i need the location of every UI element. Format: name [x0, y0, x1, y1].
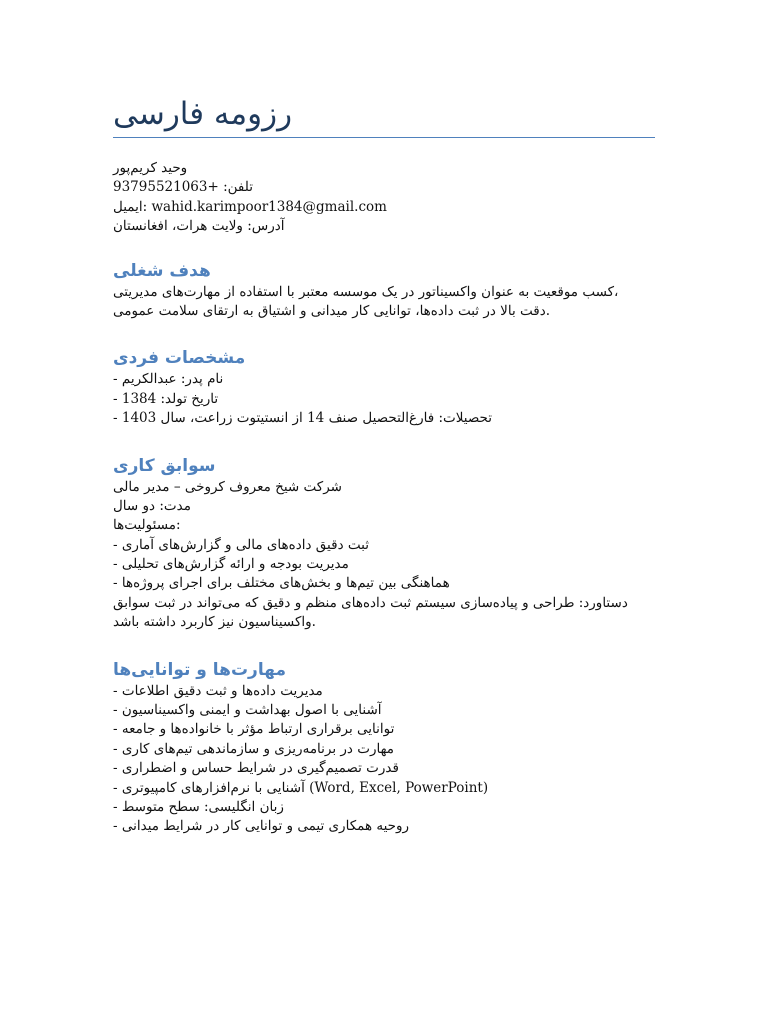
personal-line: - تاریخ تولد: 1384	[113, 390, 219, 407]
personal-line: - نام پدر: عبدالکریم	[113, 371, 224, 388]
personal-line: - تحصیلات: فارغ‌التحصیل صنف 14 از انستیتوت زراعت، سال 1403	[113, 410, 493, 427]
skill-item: - آشنایی با اصول بهداشت و ایمنی واکسیناسیون	[113, 702, 382, 719]
work-line: مدت: دو سال	[113, 497, 191, 514]
work-heading: سوابق کاری	[113, 455, 216, 476]
skill-item: - زبان انگلیسی: سطح متوسط	[113, 798, 284, 815]
skills-section	[113, 682, 655, 837]
personal-heading: مشخصات فردی	[113, 348, 246, 369]
objective-heading: هدف شغلی	[113, 260, 211, 281]
skill-item: - توانایی برقراری ارتباط مؤثر با خانواده‌ها و جامعه	[113, 721, 395, 738]
resume-page	[113, 92, 655, 837]
objective-section	[113, 283, 655, 322]
work-line: شرکت شیخ معروف کروخی – مدیر مالی	[113, 478, 342, 495]
work-line: - مدیریت بودجه و ارائه گزارش‌های تحلیلی	[113, 556, 349, 573]
work-line: مسئولیت‌ها:	[113, 517, 181, 534]
contact-section	[113, 159, 655, 237]
contact-address: آدرس: ولایت هرات، افغانستان	[113, 218, 285, 235]
skill-item: - روحیه همکاری تیمی و توانایی کار در شرایط میدانی	[113, 818, 410, 835]
contact-email: ایمیل: wahid.karimpoor1384@gmail.com	[113, 198, 387, 215]
skill-item: - آشنایی با نرم‌افزارهای کامپیوتری (Word, Excel, PowerPoint)	[113, 779, 489, 796]
objective-line: کسب موقعیت به عنوان واکسیناتور در یک موسسه معتبر با استفاده از مهارت‌های مدیریتی،	[113, 283, 619, 300]
title-divider	[113, 137, 655, 138]
contact-phone: 93795521063+ :تلفن	[113, 179, 253, 196]
personal-section	[113, 370, 655, 428]
work-line: - ثبت دقیق داده‌های مالی و گزارش‌های آماری	[113, 536, 369, 553]
work-section	[113, 478, 655, 633]
work-line: - هماهنگی بین تیم‌ها و بخش‌های مختلف برای اجرای پروژه‌ها	[113, 575, 450, 592]
skills-heading: مهارت‌ها و توانایی‌ها	[113, 659, 286, 680]
work-line: واکسیناسیون نیز کاربرد داشته باشد.	[113, 614, 316, 631]
work-line: دستاورد: طراحی و پیاده‌سازی سیستم ثبت داده‌های منظم و دقیق که می‌تواند در ثبت سوابق	[113, 594, 628, 611]
skill-item: - قدرت تصمیم‌گیری در شرایط حساس و اضطراری	[113, 760, 399, 777]
objective-line: دقت بالا در ثبت داده‌ها، توانایی کار میدانی و اشتیاق به ارتقای سلامت عمومی.	[113, 302, 551, 319]
skill-item: - مدیریت داده‌ها و ثبت دقیق اطلاعات	[113, 682, 323, 699]
document-title: رزومه فارسی	[113, 96, 293, 132]
contact-name: وحید کریم‌پور	[113, 160, 188, 176]
skill-item: - مهارت در برنامه‌ریزی و سازماندهی تیم‌های کاری	[113, 740, 395, 757]
